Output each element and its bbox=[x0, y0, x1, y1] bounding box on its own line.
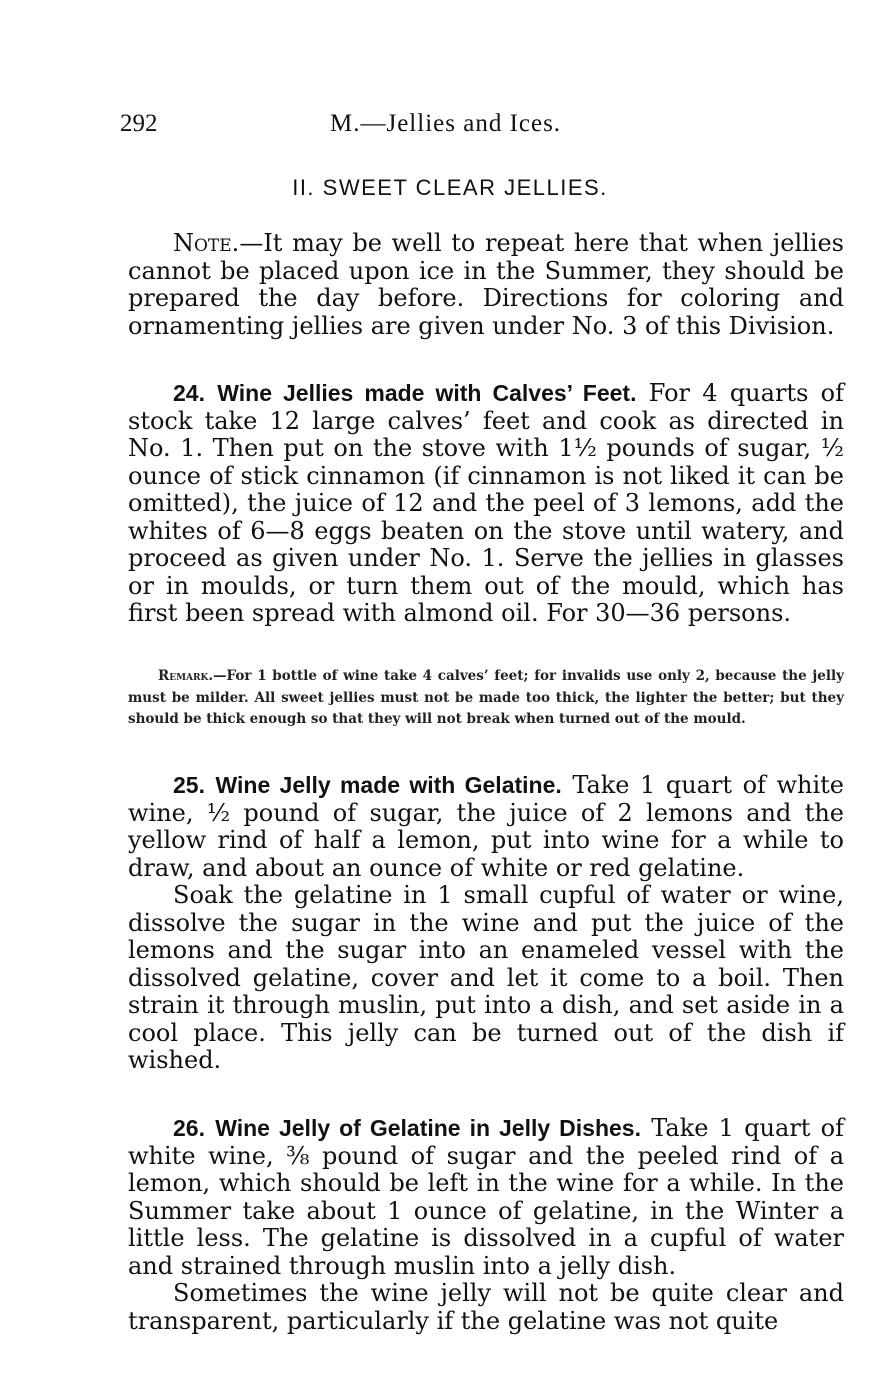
recipe-title: Wine Jelly made with Gelatine. bbox=[215, 772, 562, 798]
note-lead: Note. bbox=[173, 229, 240, 257]
recipe-number: 24. bbox=[173, 380, 205, 406]
recipe-title: Wine Jelly of Gelatine in Jelly Dishes. bbox=[215, 1115, 641, 1141]
recipe-26 bbox=[128, 1115, 844, 1335]
recipe-paragraph: Take 1 quart of white wine, ½ pound of sugar, the juice of 2 lemons and the yellow rind of half a lemon, put into wine for a while to draw, and about an ounce of white or red gelatine. bbox=[128, 771, 844, 882]
recipe-paragraph: Sometimes the wine jelly will not be quite clear and transparent, particularly if the gelatine was not quite bbox=[128, 1279, 844, 1335]
running-head bbox=[120, 110, 840, 150]
note-text: —It may be well to repeat here that when jellies cannot be placed upon ice in the Summer, they should be prepared the day before. Directions for coloring and ornamenting jellies are given under No. 3 of this Division. bbox=[128, 229, 844, 340]
recipe-number: 25. bbox=[173, 772, 205, 798]
section-heading: II. SWEET CLEAR JELLIES. bbox=[292, 175, 608, 200]
note-paragraph bbox=[128, 230, 844, 340]
recipe-number: 26. bbox=[173, 1115, 205, 1141]
recipe-25 bbox=[128, 772, 844, 1075]
recipe-24-remark bbox=[128, 666, 844, 731]
page-number: 292 bbox=[120, 110, 158, 137]
running-title: M.—Jellies and Ices. bbox=[330, 110, 562, 137]
recipe-title: Wine Jellies made with Calves’ Feet. bbox=[217, 380, 637, 406]
recipe-paragraph: For 4 quarts of stock take 12 large calves’ feet and cook as directed in No. 1. Then put on the stove with 1½ pounds of sugar, ½ ounce of stick cinnamon (if cinnamon is not liked it can be omitted), the juice of 12 and the peel of 3 lemons, add the whites of 6—8 eggs beaten on the stove until watery, and proceed as given under No. 1. Serve the jellies in glasses or in moulds, or turn them out of the mould, which has first been spread with almond oil. For 30—36 persons. bbox=[128, 379, 844, 627]
recipe-paragraph: Take 1 quart of white wine, ⅜ pound of sugar and the peeled rind of a lemon, which should be left in the wine for a while. In the Summer take about 1 ounce of gelatine, in the Winter a little less. The gelatine is dissolved in a cupful of water and strained through muslin into a jelly dish. bbox=[128, 1114, 845, 1280]
recipe-24 bbox=[128, 380, 844, 628]
recipe-paragraph: Soak the gelatine in 1 small cupful of water or wine, dissolve the sugar in the wine and put the juice of the lemons and the sugar into an enameled vessel with the dissolved gelatine, cover and let it come to a boil. Then strain it through muslin, put into a dish, and set aside in a cool place. This jelly can be turned out of the dish if wished. bbox=[128, 881, 844, 1074]
remark-lead: Remark. bbox=[158, 668, 214, 684]
remark-text: —For 1 bottle of wine take 4 calves’ feet; for invalids use only 2, because the jelly must be milder. All sweet jellies must not be made too thick, the lighter the better; but they should be thick enough so that they will not break when turned out of the mould. bbox=[128, 668, 844, 727]
